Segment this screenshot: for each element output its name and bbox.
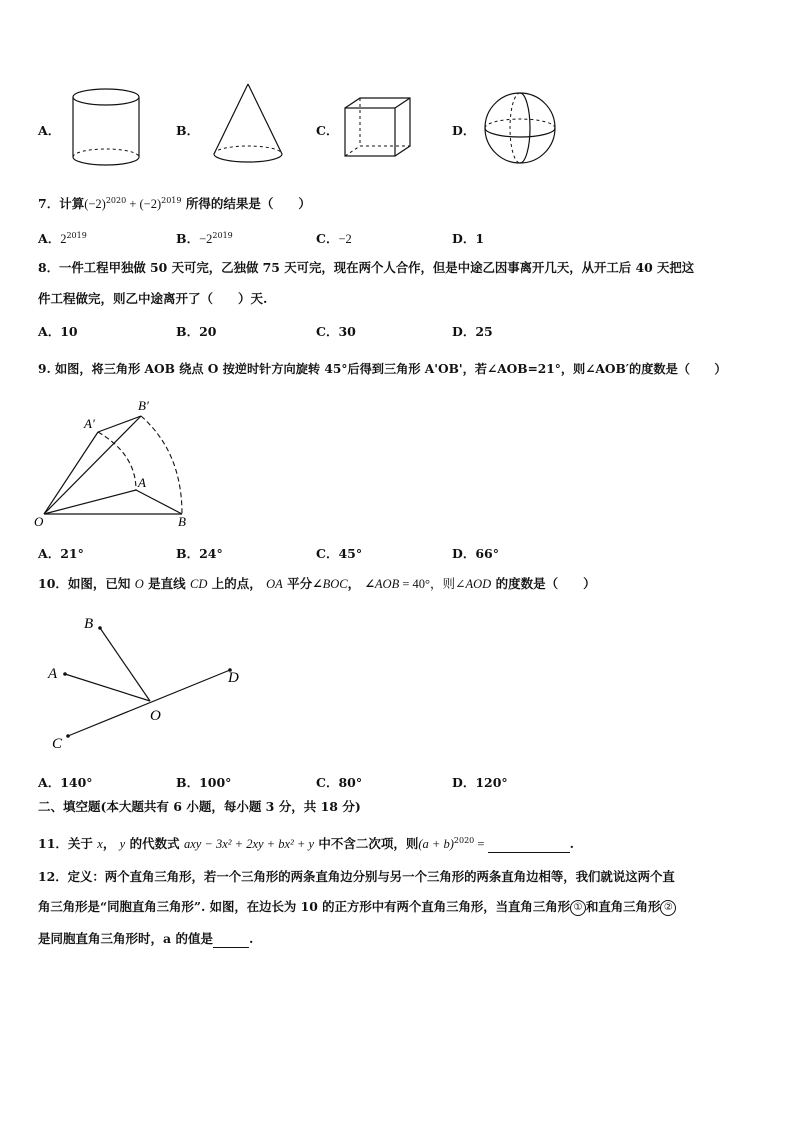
label-o: O xyxy=(34,514,44,529)
q8-option-c: C．30 xyxy=(316,324,356,339)
q7-term-b: (−2) xyxy=(139,197,162,212)
q6-option-b-letter: B． xyxy=(176,123,200,138)
q11-stem: 11．关于 x， y 的代数式 axy − 3x² + 2xy + bx² + y 中不含二次项，则$(a + b)^{2020}$ = . xyxy=(38,836,574,852)
q10-option-d: D．120° xyxy=(452,775,508,790)
q7-option-d: D．1 xyxy=(452,231,485,246)
q7-stem: 7．计算$(-2)^{2020} + (-2)^{2019}$ 所得的结果是（ ） xyxy=(38,196,311,212)
q9-rotation-figure xyxy=(30,392,200,534)
q9-option-d: D．66° xyxy=(452,546,499,561)
q11-answer-blank[interactable] xyxy=(488,840,570,853)
q10-option-c: C．80° xyxy=(316,775,363,790)
q10-lines-figure xyxy=(40,608,250,756)
cylinder-figure xyxy=(68,86,144,170)
sphere-figure xyxy=(482,90,560,168)
q10-option-b: B．100° xyxy=(176,775,232,790)
triangle-1-marker: ① xyxy=(570,900,586,916)
q12-line3: 是同胞直角三角形时，a 的值是 . xyxy=(38,931,254,946)
label-c: C xyxy=(52,736,63,752)
q9-option-c: C．45° xyxy=(316,546,363,561)
q11-expression: axy − 3x² + 2xy + bx² + y xyxy=(183,837,315,852)
q7-term-a: (−2) xyxy=(84,197,106,212)
section-heading-fill-in: 二、填空题(本大题共有 6 小题，每小题 3 分，共 18 分) xyxy=(38,799,361,814)
q10-option-a: A．140° xyxy=(38,775,93,790)
q12-line1: 12．定义：两个直角三角形，若一个三角形的两条直角边分别与另一个三角形的两条直角边相等，我们就说这两个直 xyxy=(38,869,675,884)
triangle-2-marker: ② xyxy=(660,900,676,916)
q7-option-b: B．$-2^{2019}$ xyxy=(176,230,233,246)
q8-option-b: B．20 xyxy=(176,324,217,339)
q9-option-a: A．21° xyxy=(38,546,84,561)
q12-line2: 角三角形是“同胞直角三角形”. 如图，在边长为 10 的正方形中有两个直角三角形，当直角三角形 ① 和直角三角形 ② xyxy=(38,898,676,916)
q6-option-a-letter: A． xyxy=(38,123,61,138)
q7-option-c: C．−2 xyxy=(316,231,352,246)
q7-option-a: A．$2^{2019}$ xyxy=(38,230,87,246)
q12-answer-blank[interactable] xyxy=(213,935,249,948)
q8-stem-line1: 8．一件工程甲独做 50 天可完，乙独做 75 天可完，现在两个人合作，但是中途乙因事离开几天，从开工后 40 天把这 xyxy=(38,260,695,275)
q8-stem-line2: 件工程做完，则乙中途离开了（ ）天. xyxy=(38,291,268,306)
label-b-prime: B′ xyxy=(138,398,149,413)
label-d: D xyxy=(228,670,239,686)
cube-figure xyxy=(340,94,416,162)
cone-figure xyxy=(208,80,288,170)
label-b: B xyxy=(84,616,94,632)
label-b: B xyxy=(178,514,186,529)
q9-stem: 9. 如图，将三角形 AOB 绕点 O 按逆时针方向旋转 45°后得到三角形 A'OB'，若∠AOB=21°，则∠AOB′的度数是（ ） xyxy=(38,362,727,376)
q8-option-d: D．25 xyxy=(452,324,493,339)
label-o: O xyxy=(150,708,161,724)
q8-option-a: A．10 xyxy=(38,324,78,339)
label-a: A xyxy=(138,475,146,490)
label-a: A xyxy=(48,666,58,682)
q6-option-d-letter: D． xyxy=(452,123,476,138)
q9-option-b: B．24° xyxy=(176,546,223,561)
q10-stem: 10．如图，已知 O 是直线 CD 上的点， OA 平分∠BOC， ∠AOB = 40°，则∠AOD 的度数是（ ） xyxy=(38,576,596,591)
q6-option-c-letter: C． xyxy=(316,123,339,138)
label-a-prime: A′ xyxy=(84,416,95,431)
